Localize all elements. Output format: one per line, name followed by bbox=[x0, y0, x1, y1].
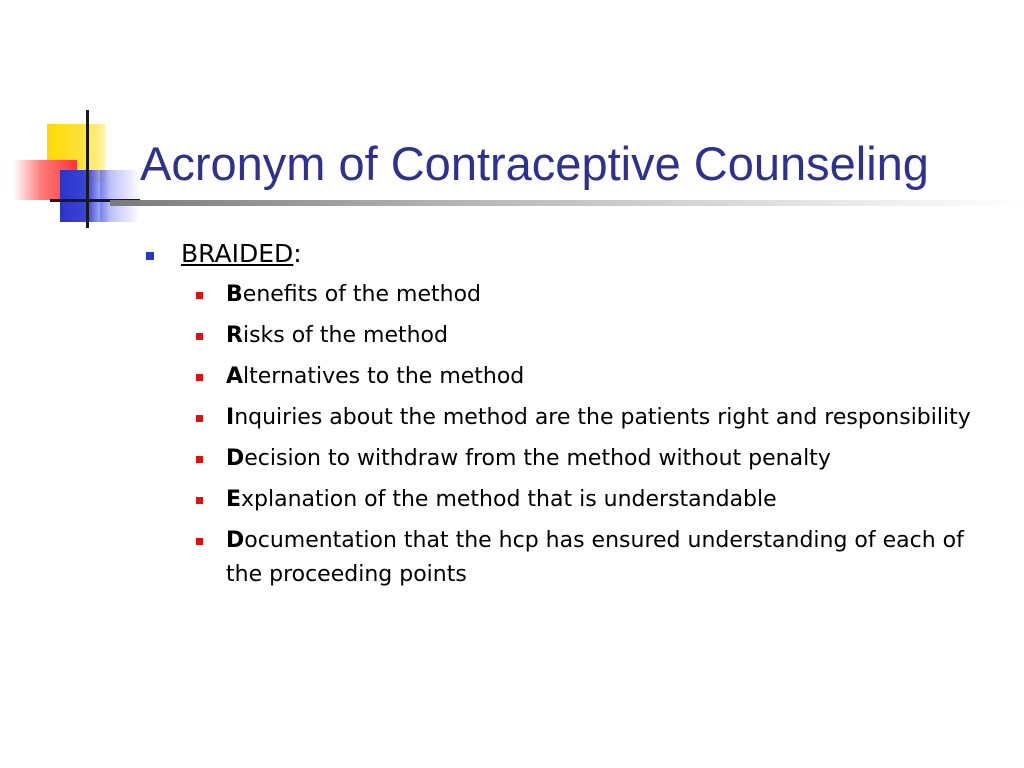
list-item bbox=[190, 278, 976, 312]
acronym-word: BRAIDED bbox=[181, 239, 294, 268]
item-text: ecision to withdraw from the method without penalty bbox=[244, 446, 831, 471]
acronym-colon: : bbox=[293, 239, 302, 268]
item-text: isks of the method bbox=[242, 323, 448, 348]
list-item bbox=[190, 442, 976, 476]
list-item bbox=[190, 360, 976, 394]
bullet-braided bbox=[144, 234, 984, 274]
blue-square-bullet-icon bbox=[146, 252, 154, 260]
item-text: nquiries about the method are the patients right and responsibility bbox=[234, 405, 971, 430]
red-square-bullet-icon bbox=[196, 497, 203, 504]
item-initial: B bbox=[226, 282, 243, 307]
red-square-bullet-icon bbox=[196, 456, 203, 463]
item-text: ocumentation that the hcp has ensured understanding of each of the proceeding points bbox=[226, 528, 964, 587]
red-square-bullet-icon bbox=[196, 415, 203, 422]
item-initial: D bbox=[226, 528, 245, 553]
item-initial: A bbox=[226, 364, 244, 389]
item-initial: E bbox=[226, 487, 242, 512]
list-item bbox=[190, 524, 976, 592]
item-text: lternatives to the method bbox=[243, 364, 525, 389]
red-square-bullet-icon bbox=[196, 292, 203, 299]
list-item bbox=[190, 483, 976, 517]
logo-blue-fade bbox=[100, 170, 140, 222]
item-initial: I bbox=[226, 405, 235, 430]
item-text: xplanation of the method that is understandable bbox=[241, 487, 777, 512]
item-initial: D bbox=[226, 446, 245, 471]
item-initial: R bbox=[226, 323, 243, 348]
red-square-bullet-icon bbox=[196, 333, 203, 340]
title-underline-rule bbox=[110, 200, 1024, 206]
acronym-list bbox=[144, 278, 984, 592]
slide-title: Acronym of Contraceptive Counseling bbox=[140, 137, 929, 190]
list-item bbox=[190, 319, 976, 353]
red-square-bullet-icon bbox=[196, 374, 203, 381]
logo-vertical-line bbox=[86, 110, 89, 228]
list-item bbox=[190, 401, 976, 435]
red-square-bullet-icon bbox=[196, 538, 203, 545]
slide-content bbox=[144, 234, 984, 599]
item-text: enefits of the method bbox=[242, 282, 481, 307]
